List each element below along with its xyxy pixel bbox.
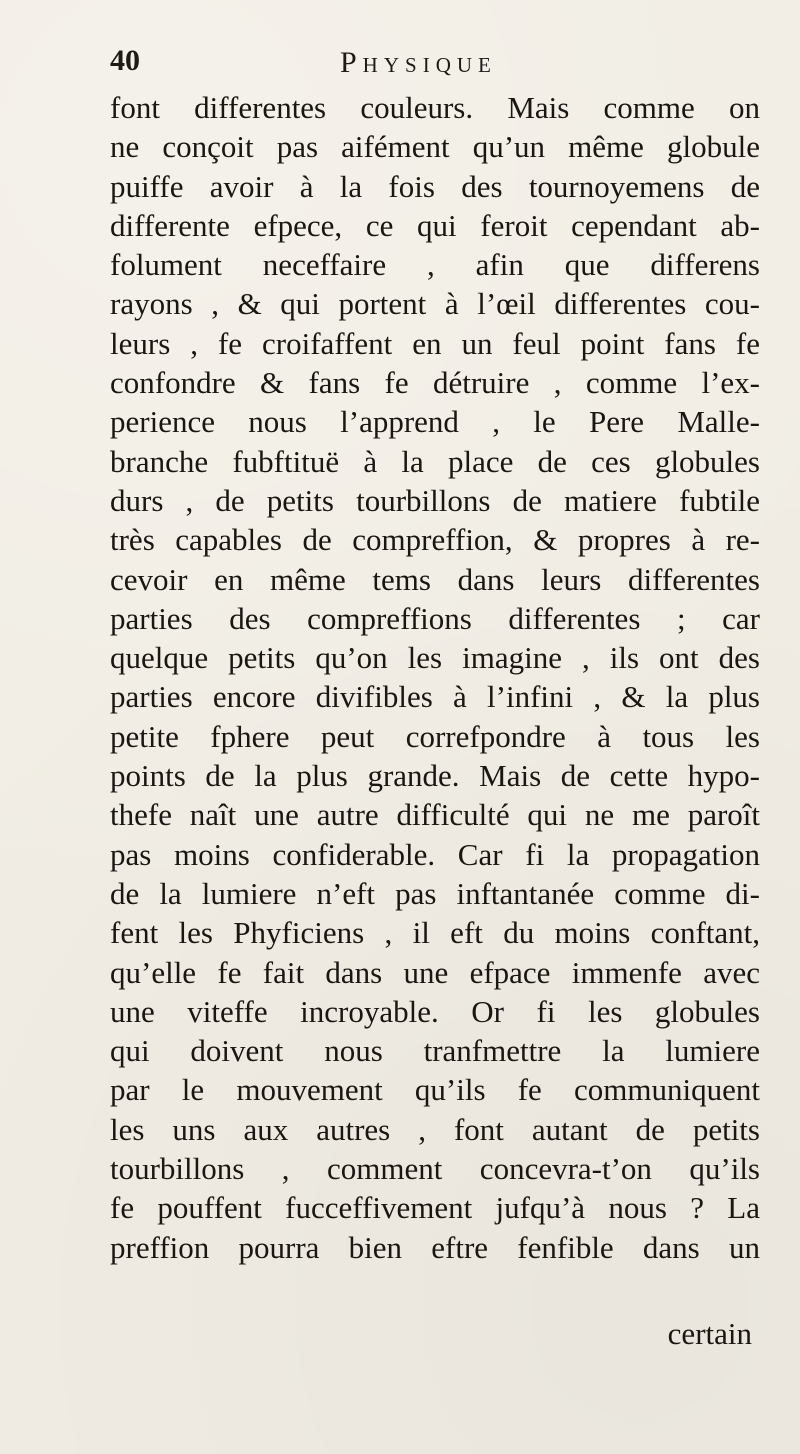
text-line: folument neceffaire , afin que differens xyxy=(110,247,760,283)
text-line: differente efpece, ce qui feroit cependant ab- xyxy=(110,207,760,243)
text-line: leurs , fe croifaffent en un feul point fans fe xyxy=(110,325,760,361)
text-line: fent les Phyficiens , il eft du moins conftant, xyxy=(110,915,760,951)
text-line: très capables de compreffion, & propres à re- xyxy=(110,522,760,558)
text-line: font differentes couleurs. Mais comme on xyxy=(110,90,760,125)
text-line: durs , de petits tourbillons de matiere fubtile xyxy=(110,482,760,518)
text-line: branche fubftituë à la place de ces globules xyxy=(110,443,760,479)
text-line: pas moins confiderable. Car fi la propagation xyxy=(110,836,760,872)
text-line: tourbillons , comment concevra-t’on qu’ils xyxy=(110,1151,760,1187)
text-line: parties des compreffions differentes ; car xyxy=(110,600,760,636)
page-header xyxy=(110,44,670,84)
text-line: ne conçoit pas aifément qu’un même globule xyxy=(110,129,760,165)
text-line: cevoir en même tems dans leurs differentes xyxy=(110,561,760,597)
text-line: quelque petits qu’on les imagine , ils ont des xyxy=(110,640,760,676)
running-head: Physique xyxy=(340,46,497,79)
text-line: une viteffe incroyable. Or fi les globules xyxy=(110,993,760,1029)
text-line: thefe naît une autre difficulté qui ne me paroît xyxy=(110,797,760,833)
text-line: qui doivent nous tranfmettre la lumiere xyxy=(110,1033,760,1069)
text-line: points de la plus grande. Mais de cette hypo- xyxy=(110,758,760,794)
text-line: puiffe avoir à la fois des tournoyemens de xyxy=(110,168,760,204)
page-number: 40 xyxy=(110,44,140,77)
text-line: les uns aux autres , font autant de petits xyxy=(110,1111,760,1147)
catchword: certain xyxy=(667,1316,752,1351)
text-line: qu’elle fe fait dans une efpace immenfe avec xyxy=(110,954,760,990)
text-line: parties encore divifibles à l’infini , & la plus xyxy=(110,679,760,715)
text-line: fe pouffent fucceffivement jufqu’à nous ? La xyxy=(110,1190,760,1226)
body-text xyxy=(110,88,760,1388)
text-line: preffion pourra bien eftre fenfible dans un xyxy=(110,1229,760,1265)
text-line: par le mouvement qu’ils fe communiquent xyxy=(110,1072,760,1108)
text-line: petite fphere peut correfpondre à tous les xyxy=(110,718,760,754)
text-line: de la lumiere n’eft pas inftantanée comme di- xyxy=(110,875,760,911)
text-line: confondre & fans fe détruire , comme l’ex- xyxy=(110,365,760,401)
text-line: rayons , & qui portent à l’œil differentes cou- xyxy=(110,286,760,322)
text-line: perience nous l’apprend , le Pere Malle- xyxy=(110,404,760,440)
